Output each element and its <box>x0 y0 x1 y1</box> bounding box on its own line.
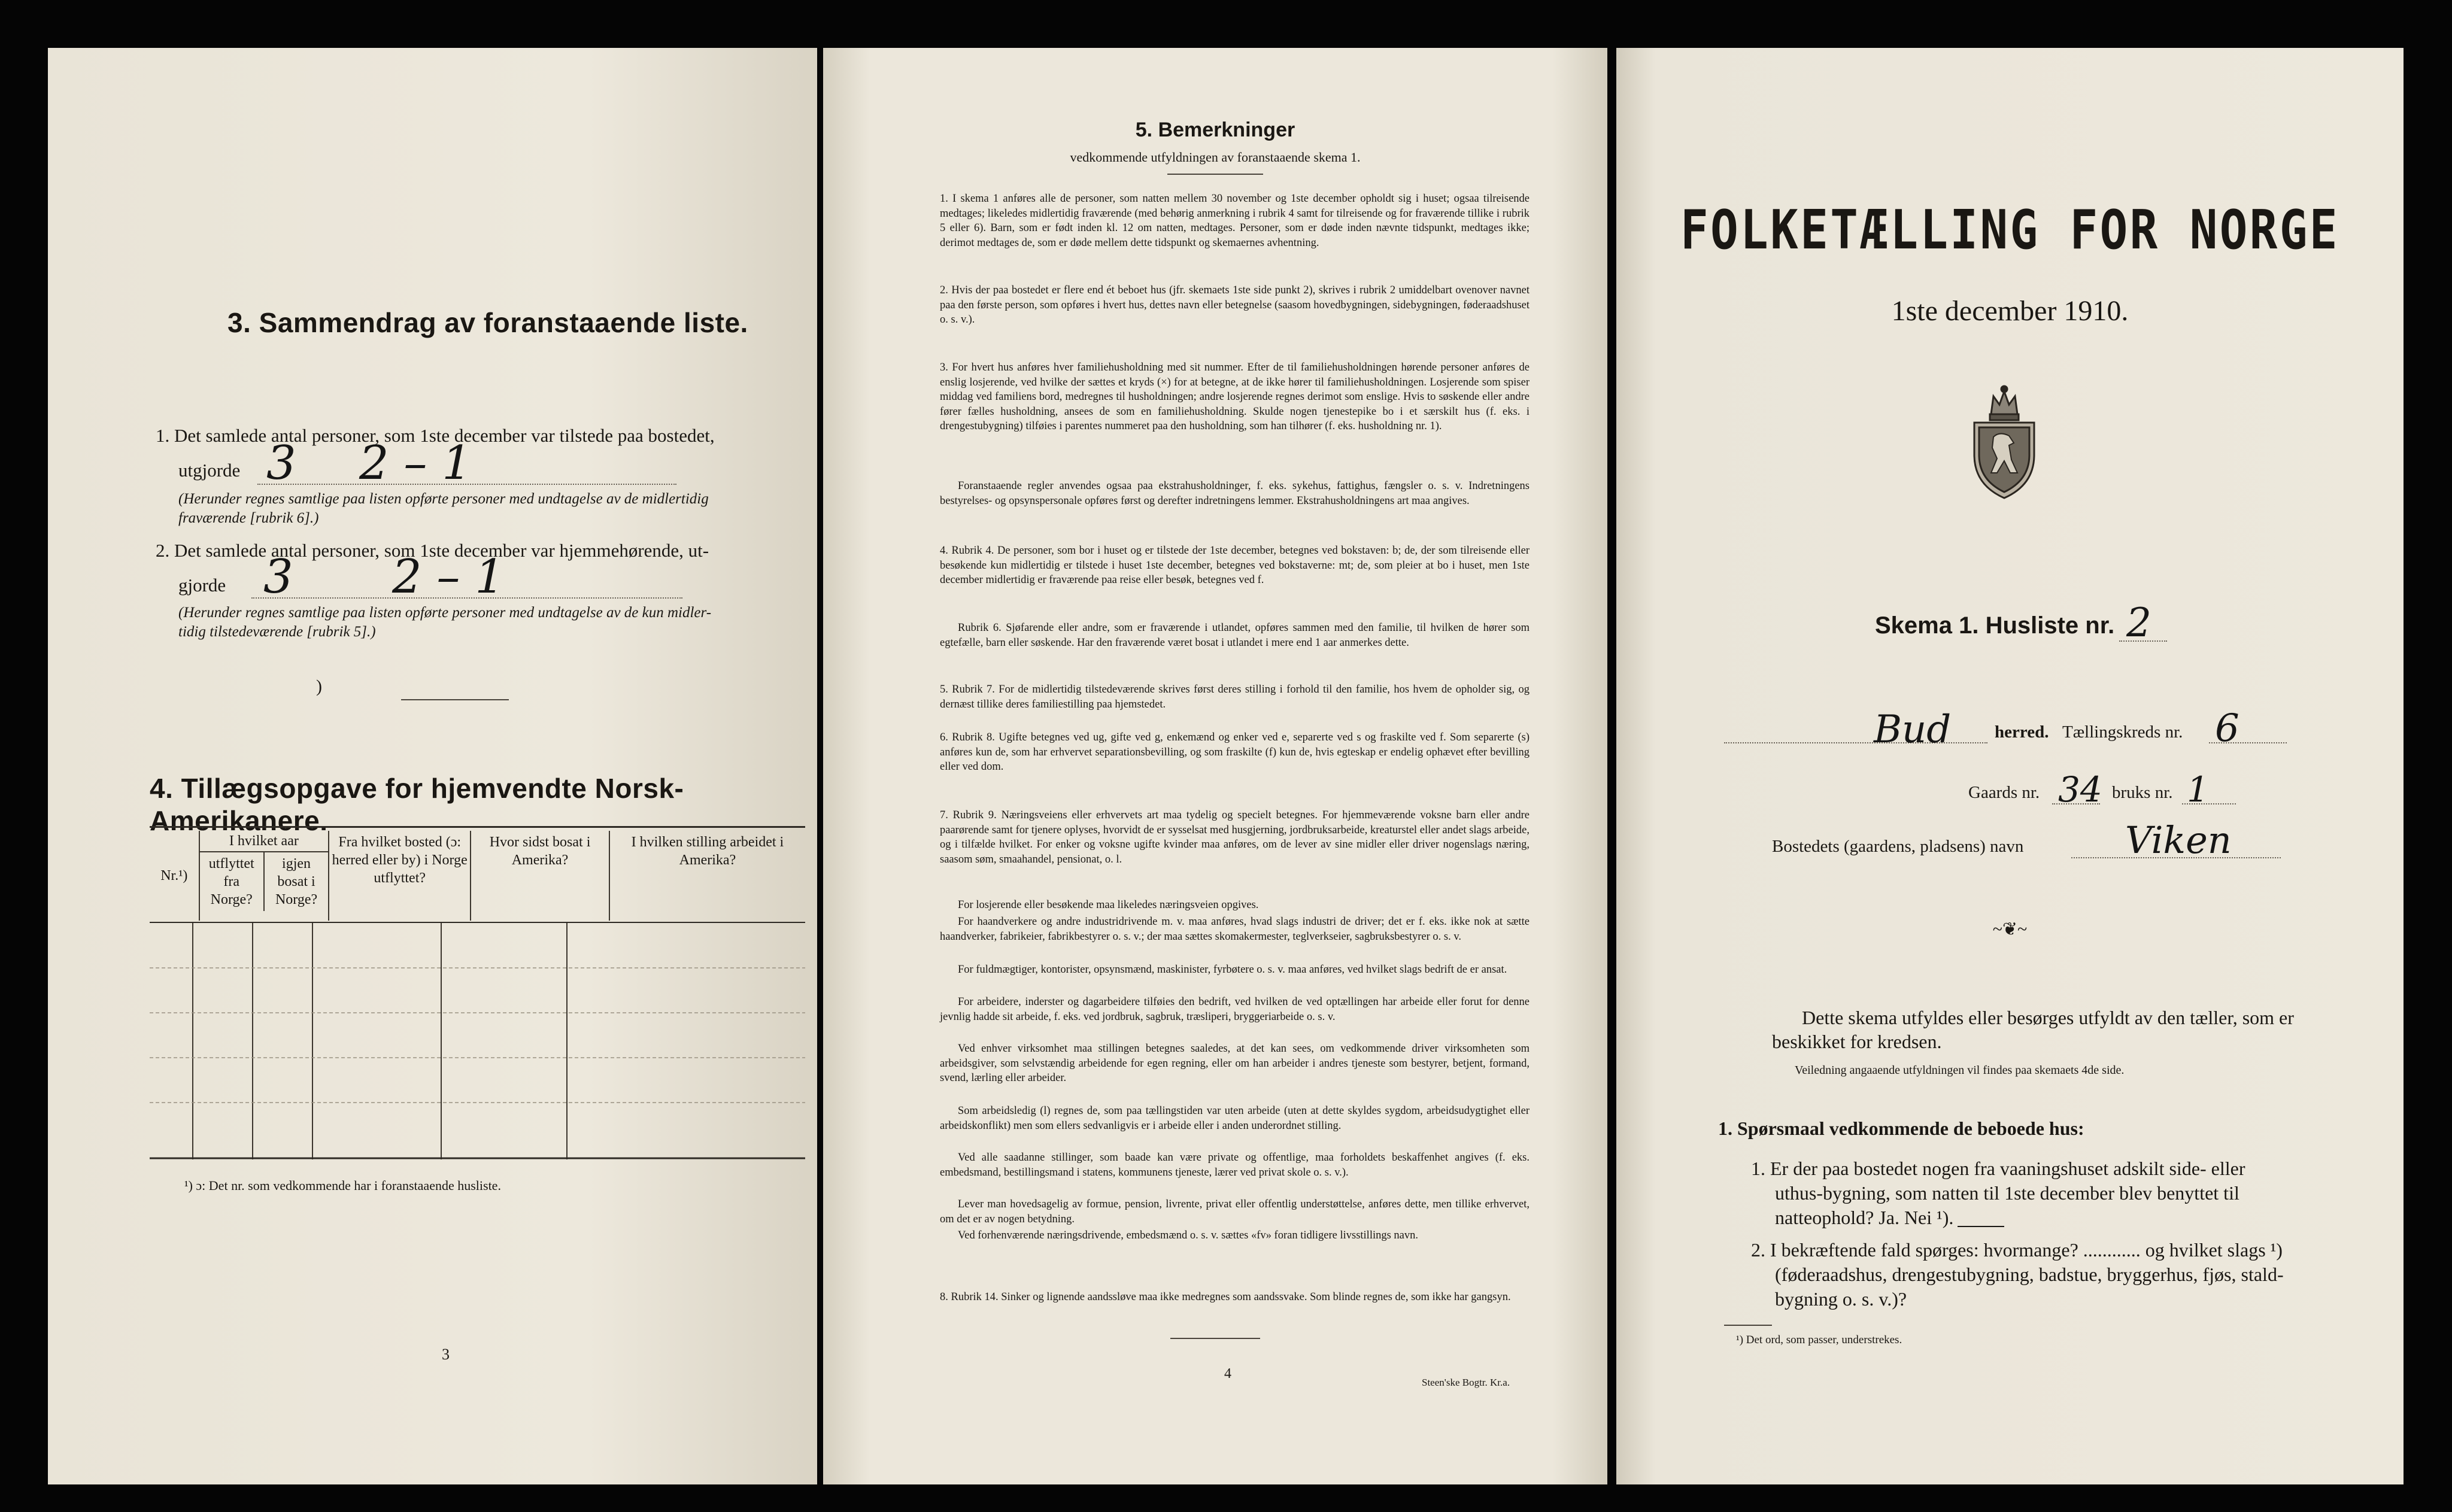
bosted-line <box>2071 857 2281 858</box>
intro-text-b: beskikket for kredsen. <box>1772 1031 1942 1052</box>
remark-7-fuldmaegtiger: For fuldmægtiger, kontorister, opsynsmænd, maskinister, fyrbøtere o. s. v. maa anføres, ved hvilket slags bedrift de er ansat. <box>958 964 1507 976</box>
col-header-returned: igjen bosat i Norge? <box>263 852 328 911</box>
remark-7-virksomhet: Ved enhver virksomhet maa stillingen betegnes saaledes, at det kan sees, om vedkommende driver virksomheten som arbeidsgiver, som selvstændig arbeidende for egen regning, eller om han arbeider i andres tjeneste som bestyrer, betjent, formand, svend, lærling eller arbeider. <box>940 1043 1530 1084</box>
printer-imprint: Steen'ske Bogtr. Kr.a. <box>1422 1377 1510 1388</box>
item-1-answer-line <box>257 484 676 485</box>
census-title: FOLKETÆLLING FOR NORGE <box>1680 199 2339 262</box>
page-1-cover <box>1616 48 2404 1484</box>
col-header-emigrated: utflyttet fra Norge? <box>208 856 254 907</box>
col-header-year-label: I hvilket aar <box>200 831 329 852</box>
page-number: 4 <box>1224 1366 1231 1382</box>
footnote-rule <box>1724 1325 1772 1326</box>
herred-label: herred. <box>1995 722 2049 742</box>
gaards-value: 34 <box>2058 769 2102 810</box>
question-1-line-c: natteophold? Ja. Nei ¹). <box>1775 1207 1954 1228</box>
norsk-amerikanere-table <box>150 831 805 921</box>
question-1-title: 1. Spørsmaal vedkommende de beboede hus: <box>1718 1118 2084 1139</box>
kreds-value: 6 <box>2215 706 2239 751</box>
page-4-remarks <box>823 48 1607 1484</box>
table-top-rule <box>150 826 805 828</box>
gaards-line <box>2052 803 2100 804</box>
bruks-label: bruks nr. <box>2112 783 2173 802</box>
section-4-title: 4. Tillægsopgave for hjemvendte Norsk-Amerikanere. <box>150 773 684 836</box>
remark-3: 3. For hvert hus anføres hver familiehusholdning med sit nummer. Efter de til familiehusholdningen hørende personer anføres de enslig losjerende, ved hvilke der sættes et kryds (×) for at betegne, at de ikke hører til familiehusholdningen. Losjerende som spiser middag ved familiens bord, medregnes til husholdningen; andre losjerende regnes derimot som enslige. Hvis to søskende eller andre fører fælles husholdning, ansees de som en familiehusholdning. Skulde nogen tjenestepike bo i et særskilt hus (f. eks. i drengestubygning) tilføies i parentes nummeret paa den husholdning, som han tilhører (f. eks. husholdning nr. 1). <box>940 362 1530 432</box>
question-1-line-b: uthus-bygning, som natten til 1ste december blev benyttet til <box>1775 1182 2239 1204</box>
remarks-title-rule <box>1167 174 1263 175</box>
col-header-nr: Nr.¹) <box>160 868 188 883</box>
question-1-line-a: 1. Er der paa bostedet nogen fra vaaningshuset adskilt side- eller <box>1751 1158 2245 1179</box>
bruks-line <box>2182 803 2236 804</box>
col-header-last-residence: Hvor sidst bosat i Amerika? <box>471 831 609 921</box>
col-header-year-group <box>199 831 329 921</box>
bosted-label: Bostedets (gaardens, pladsens) navn <box>1772 837 2024 856</box>
remark-7-stillinger: Ved alle saadanne stillinger, som baade kan være private og offentlige, maa forholdets beskaffenhet angives (f. eks. embedsmand, bestillingsmand i statens, kommunens tjeneste, lærer ved privat skole o. s. v.). <box>940 1152 1530 1179</box>
husliste-line <box>2119 640 2167 642</box>
remark-7-forhenvaerende: Ved forhenværende næringsdrivende, embedsmænd o. s. v. sættes «fv» foran tidligere livsstillings navn. <box>958 1229 1419 1241</box>
item-1-utgjorde-label: utgjorde <box>178 460 241 481</box>
table-footnote: ¹) ɔ: Det nr. som vedkommende har i foranstaaende husliste. <box>184 1178 501 1193</box>
item-1-handwritten-split: 2 – 1 <box>359 436 472 490</box>
item-2-gjorde-label: gjorde <box>178 575 226 596</box>
remark-8: 8. Rubrik 14. Sinker og lignende aandssløve maa ikke medregnes som aandssvake. Som blinde regnes de, som ikke har gangsyn. <box>940 1291 1511 1303</box>
table-body-grid <box>150 923 805 1159</box>
summary-item-2: 2. Det samlede antal personer, som 1ste december var hjemmehørende, ut- <box>156 540 709 561</box>
remark-6: 6. Rubrik 8. Ugifte betegnes ved ug, gifte ved g, enkemænd og enker ved e, separerte ved s og fraskilte ved f. Som separerte (s) anføres kun de, som har erhvervet separationsbevilling, og som fraskilte (f) kun de, hvis egteskap er endelig ophævet efter bevilling eller ved dom. <box>940 731 1530 773</box>
remark-7-formue: Lever man hovedsagelig av formue, pension, livrente, privat eller offentlig understøttelse, anføres dette, men tillike erhvervet, om det er av nogen betydning. <box>940 1198 1530 1225</box>
remark-7-haandverkere: For haandverkere og andre industridrivende m. v. maa anføres, hvad slags industri de driver; det er f. eks. ikke nok at sætte haandverker, fabrikeier, fabrikbestyrer o. s. v.; der maa sættes skomakermester, teglverkseier, sagbruksbestyrer o. s. v. <box>940 916 1530 943</box>
remark-4-rubrik-6: Rubrik 6. Sjøfarende eller andre, som er fraværende i utlandet, opføres sammen med den familie, til hvilken de hører som egtefælle, barn eller søskende. Har den fraværende været bosat i utlandet i mere end 1 aar anmerkes dette. <box>940 622 1530 649</box>
remark-7-losjerende: For losjerende eller besøkende maa likeledes næringsveien opgives. <box>958 899 1259 911</box>
coat-of-arms-icon <box>1962 383 2046 503</box>
item-2-note-b: tidig tilstedeværende [rubrik 5].) <box>178 624 376 640</box>
question-2-line-c: bygning o. s. v.)? <box>1775 1288 1907 1310</box>
remark-2: 2. Hvis der paa bostedet er flere end ét beboet hus (jfr. skemaets 1ste side punkt 2), skrives i rubrik 2 umiddelbart ovenover navnet paa den første person, som opføres i hvert hus, dettes navn eller betegnelse (saasom hovedbygningen, sidebygningen, føderaadshuset o. s. v.). <box>940 284 1530 326</box>
remark-1: 1. I skema 1 anføres alle de personer, som natten mellem 30 november og 1ste december opholdt sig i huset; ogsaa tilreisende medtages; likeledes midlertidig fraværende (med behørig anmerkning i rubrik 4 samt for tilreisende og for fraværende tillike i rubrik 5 eller 6). Barn, som er født inden kl. 12 om natten, medtages. Personer, som er døde inden nævnte tidspunkt, medtages ikke; derimot medtages de, som er døde mellem dette tidspunkt og skemaernes avhentning. <box>940 193 1530 249</box>
intro-text-a: Dette skema utfyldes eller besørges utfyldt av den tæller, som er <box>1802 1007 2294 1028</box>
census-date: 1ste december 1910. <box>1891 295 2129 327</box>
remark-5: 5. Rubrik 7. For de midlertidig tilstedeværende skrives først deres stilling i forhold til den familie, hos hvem de opholder sig, og dernæst tillike deres familiestilling paa hjemstedet. <box>940 684 1530 711</box>
kreds-line <box>2209 742 2287 743</box>
remarks-end-rule <box>1170 1338 1260 1339</box>
item-1-handwritten-total: 3 <box>266 436 296 490</box>
gaards-label: Gaards nr. <box>1968 783 2040 802</box>
summary-end-rule <box>401 699 509 700</box>
col-header-origin: Fra hvilket bosted (ɔ: herred eller by) i Norge utflyttet? <box>329 831 471 921</box>
remark-3-cont: Foranstaaende regler anvendes ogsaa paa ekstrahusholdninger, f. eks. sykehus, fattighus, fængsler o. s. v. Indretningens bestyrelses- og opsynspersonale opføres først og derefter indretningens lemmer. Ekstrahusholdningens art maa angives. <box>940 480 1530 507</box>
section-3-title: 3. Sammendrag av foranstaaende liste. <box>227 307 748 338</box>
item-2-answer-line <box>251 597 682 599</box>
nei-underline <box>1958 1226 2004 1227</box>
remark-7-arbeidere: For arbeidere, inderster og dagarbeidere tilføies den bedrift, ved hvilken de ved optællingen har arbeide eller forut for denne jevnlig hadde sit arbeide, f. eks. ved jordbruk, sagbruk, træsliperi, bryggeriarbeide o. s. v. <box>940 996 1530 1023</box>
remarks-subtitle: vedkommende utfyldningen av foranstaaende skema 1. <box>1070 150 1361 165</box>
question-2-line-a: 2. I bekræftende fald spørges: hvormange? ............ og hvilket slags ¹) <box>1751 1239 2283 1261</box>
bruks-value: 1 <box>2187 769 2209 810</box>
remark-7: 7. Rubrik 9. Næringsveiens eller erhvervets art maa tydelig og specielt betegnes. For hjemmeværende voksne barn eller andre paarørende samt for tjenere oplyses, hvorvidt de er sysselsat med husgjerning, jordbruksarbeide, kreaturstel eller andet slags arbeide, og i tilfælde hvilket. For enker og voksne ugifte kvinder maa anføres, om de lever av sine midler eller driver nogenslags næring, saasom søm, smaahandel, pensionat, o. l. <box>940 809 1530 866</box>
remark-4: 4. Rubrik 4. De personer, som bor i huset og er tilstede der 1ste december, betegnes ved bokstaven: b; de, der som tilreisende eller besøkende kun midlertidig er tilstede i huset 1ste december, betegnes ved bokstaverne: mt; de, som pleier at bo i huset, men 1ste december midlertidig er fraværende paa reise eller besøk, betegnes ved f. <box>940 545 1530 586</box>
skema-label: Skema 1. Husliste nr. <box>1875 612 2115 639</box>
page-3-left <box>48 48 817 1484</box>
pencil-mark: ) <box>316 676 322 696</box>
ornament-icon: ~❦~ <box>1992 919 2028 939</box>
question-2-line-b: (føderaadshus, drengestubygning, badstue, bryggerhus, fjøs, stald- <box>1775 1264 2284 1285</box>
col-header-occupation: I hvilken stilling arbeidet i Amerika? <box>609 831 805 921</box>
remark-7-arbeidsledig: Som arbeidsledig (l) regnes de, som paa tællingstiden var uten arbeide (uten at dette skyldes sygdom, arbeidsudygtighet eller arbeidskonflikt) men som ellers sedvanligvis er i arbeide eller i anden underordnet stilling. <box>940 1105 1530 1132</box>
intro-note: Veiledning angaaende utfyldningen vil findes paa skemaets 4de side. <box>1795 1064 2125 1077</box>
bosted-value: Viken <box>2125 818 2232 862</box>
remarks-title: 5. Bemerkninger <box>1135 119 1295 141</box>
husliste-number: 2 <box>2126 600 2151 646</box>
item-1-note-b: fraværende [rubrik 6].) <box>178 510 319 526</box>
summary-item-1: 1. Det samlede antal personer, som 1ste december var tilstede paa bostedet, <box>156 425 715 446</box>
item-1-note-a: (Herunder regnes samtlige paa listen opførte personer med undtagelse av de midlertidig <box>178 491 709 507</box>
page-number: 3 <box>442 1346 450 1363</box>
item-2-handwritten-split: 2 – 1 <box>392 550 505 604</box>
item-2-handwritten-total: 3 <box>263 550 293 604</box>
item-2-note-a: (Herunder regnes samtlige paa listen opførte personer med undtagelse av de kun midler- <box>178 605 712 621</box>
cover-footnote: ¹) Det ord, som passer, understrekes. <box>1736 1334 1902 1346</box>
herred-value: Bud <box>1874 708 1952 752</box>
kreds-label: Tællingskreds nr. <box>2062 722 2183 742</box>
